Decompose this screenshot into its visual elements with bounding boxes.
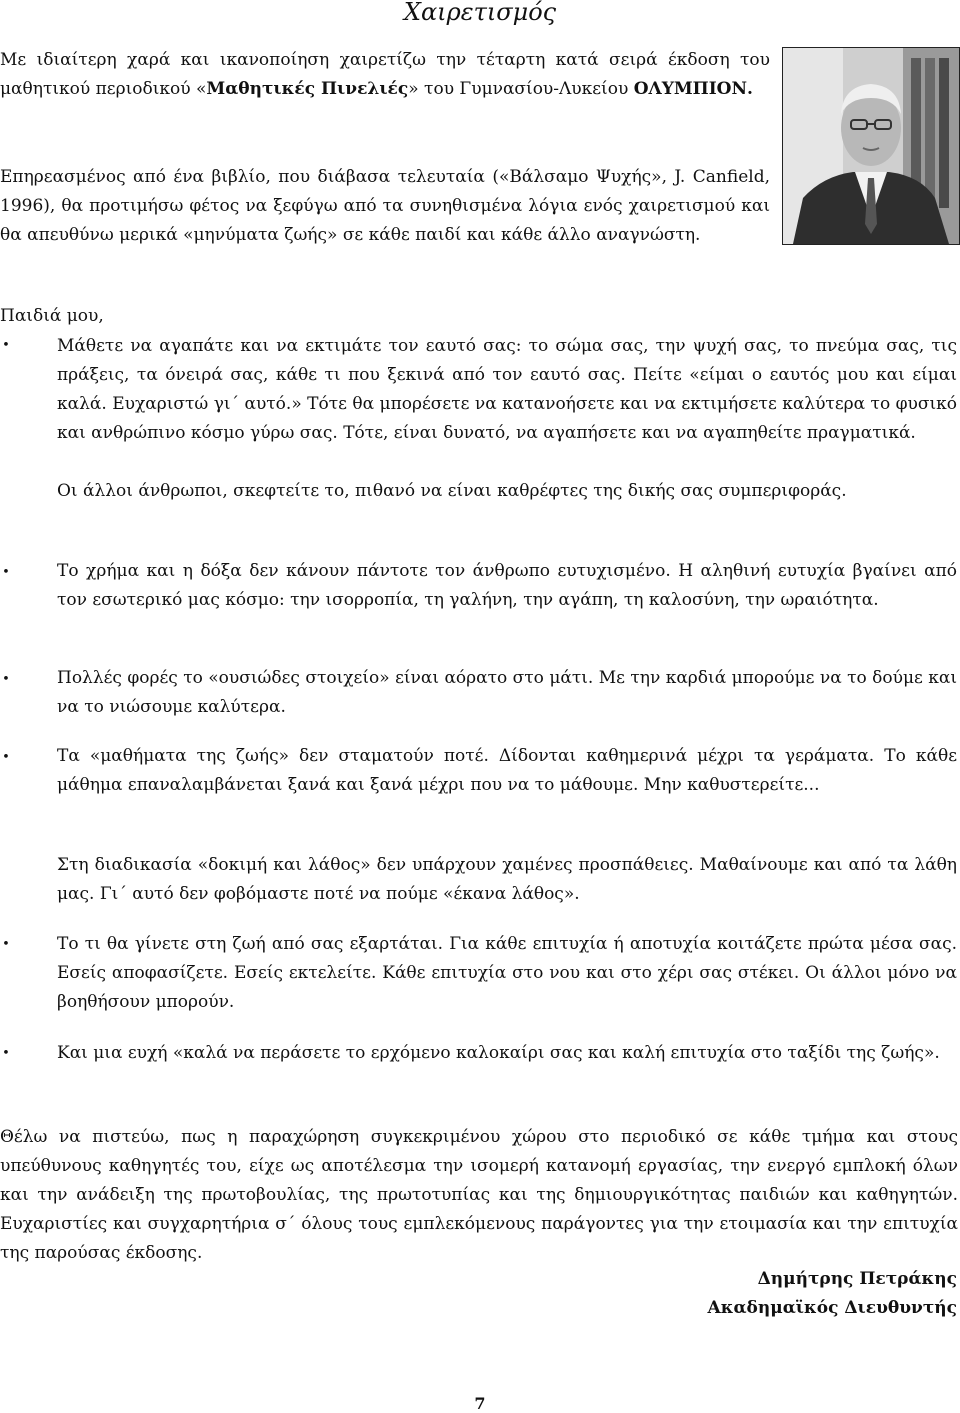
- signature-name: Δημήτρης Πετράκης: [757, 1269, 957, 1289]
- magazine-name: Μαθητικές Πινελιές: [206, 79, 409, 99]
- bullet-item-1-continuation: Οι άλλοι άνθρωποι, σκεφτείτε το, πιθανό να είναι καθρέφτες της δικής σας συμπεριφοράς.: [57, 481, 847, 501]
- author-portrait-photo: [782, 47, 960, 245]
- bullet-item-6: Και μια ευχή «καλά να περάσετε το ερχόμενο καλοκαίρι σας και καλή επιτυχία στο ταξίδι της ζωής».: [57, 1043, 940, 1063]
- bullet-item-4-continuation: Στη διαδικασία «δοκιμή και λάθος» δεν υπάρχουν χαμένες προσπάθειες. Μαθαίνουμε και από τα λάθη μας. Γι΄ αυτό δεν φοβόμαστε ποτέ να πούμε «έκανα λάθος».: [57, 855, 957, 904]
- bullet-marker: •: [2, 338, 10, 353]
- bullet-marker: •: [2, 1046, 10, 1061]
- bullet-marker: •: [2, 672, 10, 687]
- salutation: Παιδιά μου,: [0, 306, 104, 326]
- bullet-marker: •: [2, 937, 10, 952]
- intro-text-mid: » του Γυμνασίου-Λυκείου: [408, 79, 634, 99]
- intro-text-start: Με ιδιαίτερη χαρά και ικανοποίηση χαιρετίζω την τέταρτη κατά σειρά έκδοση του μαθητικού περιοδικού «: [0, 50, 770, 99]
- school-name: ΟΛΥΜΠΙΟΝ.: [633, 79, 753, 99]
- page-title: Χαιρετισμός: [403, 0, 557, 26]
- intro-paragraph-1: [0, 46, 770, 104]
- page-number: 7: [474, 1394, 486, 1413]
- bullet-item-4: Τα «μαθήματα της ζωής» δεν σταματούν ποτέ. Δίδονται καθημερινά μέχρι τα γεράματα. Το κάθε μάθημα επαναλαμβάνεται ξανά και ξανά μέχρι που να το μάθουμε. Μην καθυστερείτε...: [57, 746, 957, 795]
- bullet-item-5: Το τι θα γίνετε στη ζωή από σας εξαρτάται. Για κάθε επιτυχία ή αποτυχία κοιτάζετε πρώτα μέσα σας. Εσείς αποφασίζετε. Εσείς εκτελείτε. Κάθε επιτυχία στο νου και στο χέρι σας στέκει. Οι άλλοι μόνο να βοηθήσουν μπορούν.: [57, 934, 957, 1012]
- bullet-item-1: Μάθετε να αγαπάτε και να εκτιμάτε τον εαυτό σας: το σώμα σας, την ψυχή σας, το πνεύμα σας, τις πράξεις, τα όνειρά σας, κάθε τι που ξεκινά από τον εαυτό σας. Πείτε «είμαι ο εαυτός μου και είμαι καλά. Ευχαριστώ γι΄ αυτό.» Τότε θα μπορέσετε να κατανοήσετε και να εκτιμήσετε καλύτερα το φυσικό και ανθρώπινο κόσμο γύρω σας. Τότε, είναι δυνατό, να αγαπήσετε και να αγαπηθείτε πραγματικά.: [57, 336, 957, 443]
- intro-paragraph-2: Επηρεασμένος από ένα βιβλίο, που διάβασα τελευταία («Βάλσαμο Ψυχής», J. Canfield, 1996), θα προτιμήσω φέτος να ξεφύγω από τα συνηθισμένα λόγια ενός χαιρετισμού και θα απευθύνω μερικά «μηνύματα ζωής» σε κάθε παιδί και κάθε άλλο αναγνώστη.: [0, 167, 770, 245]
- bullet-item-3: Πολλές φορές το «ουσιώδες στοιχείο» είναι αόρατο στο μάτι. Με την καρδιά μπορούμε να το δούμε και να το νιώσουμε καλύτερα.: [57, 668, 957, 717]
- bullet-item-2: Το χρήμα και η δόξα δεν κάνουν πάντοτε τον άνθρωπο ευτυχισμένο. Η αληθινή ευτυχία βγαίνει από τον εσωτερικό μας κόσμο: την ισορροπία, τη γαλήνη, την αγάπη, τη καλοσύνη, την ωραιότητα.: [57, 561, 957, 610]
- signature-role: Ακαδημαϊκός Διευθυντής: [707, 1298, 957, 1318]
- bullet-marker: •: [2, 750, 10, 765]
- closing-paragraph: Θέλω να πιστεύω, πως η παραχώρηση συγκεκριμένου χώρου στο περιοδικό σε κάθε τμήμα και στους υπεύθυνους καθηγητές του, είχε ως αποτέλεσμα την ισομερή κατανομή εργασίας, την ενεργό εμπλοκή όλων και την ανάδειξη της πρωτοβουλίας, της πρωτοτυπίας και της δημιουργικότητας παιδιών και καθηγητών. Ευχαριστίες και συγχαρητήρια σ΄ όλους τους εμπλεκόμενους παράγοντες για την ετοιμασία και την επιτυχία της παρούσας έκδοσης.: [0, 1127, 958, 1263]
- portrait-image: [783, 48, 959, 244]
- bullet-marker: •: [2, 565, 10, 580]
